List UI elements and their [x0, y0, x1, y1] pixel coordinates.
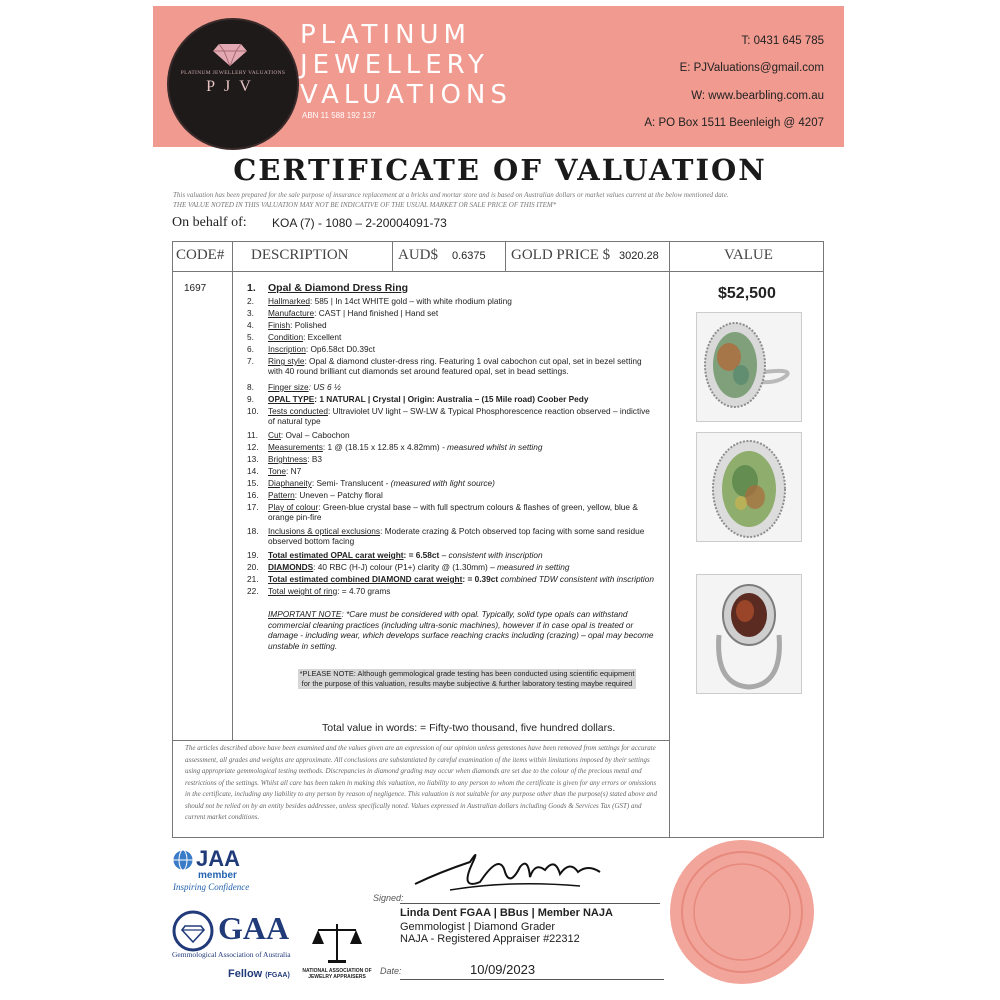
- row-content: [268, 550, 658, 560]
- row-text: : Excellent: [303, 332, 342, 342]
- row-label: Inclusions & optical exclusions: [268, 526, 381, 536]
- date-label: Date:: [380, 966, 402, 976]
- fine-print: The articles described above have been examined and the values given are an expression of our opinion unless gemstones have been removed from settings for accurate assessment, all grades and weights are approximate. All conclusions are substantiated by careful examination of the items within limitations imposed by their settings using appropriate gemmological testing methods. Discrepancies in diamond grading may occur when diamonds are set due to the colour of the precious metal and restrictions of the settings. Whilst all care has been taken in making this valuation, no liability to any person to whom the certificate is given for any errors or omissions in the certificate, including any liability to any person by reason of negligence. This valuation is not suitable for any purpose other than the purpose(s) stated above and should not be relied on by an entity besides addressee, unless specifically noted. Values expressed in Australian dollars including Goods & Services Tax (GST) and current market conditions.: [185, 744, 657, 821]
- important-note-text: : *Care must be considered with opal. Typically, solid type opals can withstand commercial cleaning practices (including ultra-sonic machines), however if in case opal is treated or damage - including wear, which develops surface reaching cracks including (crazing) – opal may become unstable in setting.: [268, 609, 654, 651]
- item-number: 1.: [247, 282, 256, 294]
- aud-value: 0.6375: [452, 250, 486, 262]
- gaa-fellow-label: Fellow: [228, 968, 263, 980]
- row-number: 2.: [247, 296, 254, 306]
- row-label: OPAL TYPE: [268, 394, 315, 404]
- row-label: Total weight of ring: [268, 586, 338, 596]
- row-content: [268, 430, 658, 440]
- behalf-label: On behalf of:: [172, 215, 247, 230]
- disclaimer-line-1: This valuation has been prepared for the sale purpose of insurance replacement at a bricks and mortar store and is based on Australian dollars or market values current at the below mentioned date.: [173, 191, 729, 199]
- header-divider: [172, 271, 824, 272]
- row-number: 8.: [247, 382, 254, 392]
- ring-photo-back: [696, 574, 802, 694]
- ring-photo-side: [696, 312, 802, 422]
- ring-back-image: [697, 575, 801, 693]
- body-divider: [172, 740, 670, 741]
- row-number: 3.: [247, 308, 254, 318]
- row-number: 5.: [247, 332, 254, 342]
- description-header: DESCRIPTION: [251, 247, 349, 263]
- gold-value: 3020.28: [619, 250, 659, 262]
- row-content: [268, 562, 658, 572]
- row-number: 13.: [247, 454, 259, 464]
- row-number: 9.: [247, 394, 254, 404]
- row-label: Inscription: [268, 344, 306, 354]
- row-label: Diaphaneity: [268, 478, 312, 488]
- gaa-emblem-icon: [172, 910, 214, 952]
- row-content: [268, 490, 658, 500]
- row-text: : Uneven – Patchy floral: [294, 490, 383, 500]
- row-number: 20.: [247, 562, 259, 572]
- signer-title-2: NAJA - Registered Appraiser #22312: [400, 933, 580, 945]
- gaa-logo-text: GAA: [218, 910, 290, 946]
- value-amount: $52,500: [718, 285, 776, 302]
- row-text: : 1 @ (18.15 x 12.85 x 4.82mm): [322, 442, 440, 452]
- row-number: 21.: [247, 574, 259, 584]
- row-text: : 1 NATURAL | Crystal | Origin: Australia – (15 Mile road) Coober Pedy: [314, 394, 589, 404]
- gaa-fellow: [228, 968, 290, 980]
- row-note: – measured in setting: [487, 562, 570, 572]
- signer-title-1: Gemmologist | Diamond Grader: [400, 921, 556, 933]
- logo-initials: PJV: [206, 78, 260, 95]
- important-note: [268, 609, 658, 651]
- row-number: 14.: [247, 466, 259, 476]
- row-label: Hallmarked: [268, 296, 310, 306]
- row-text: : Opal & diamond cluster-dress ring. Featuring 1 oval cabochon cut opal, set in bezel setting with 40 round brilliant cut diamonds set around featured opal, set in bead settings.: [268, 356, 642, 376]
- row-content: [268, 442, 658, 452]
- diamond-icon: [213, 44, 247, 66]
- row-note: (measured with light source): [388, 478, 495, 488]
- row-text: : 40 RBC (H-J) colour (P1+) clarity @ (1.30mm): [313, 562, 488, 572]
- row-number: 10.: [247, 406, 259, 416]
- item-code: 1697: [184, 283, 207, 294]
- contact-phone: T: 0431 645 785: [741, 35, 824, 47]
- row-label: Total estimated combined DIAMOND carat weight: [268, 574, 463, 584]
- signature-line: [400, 903, 660, 904]
- row-number: 19.: [247, 550, 259, 560]
- contact-address: A: PO Box 1511 Beenleigh @ 4207: [644, 117, 824, 129]
- total-value-words: Total value in words: = Fifty-two thousand, five hundred dollars.: [322, 722, 616, 734]
- contact-email: E: PJValuations@gmail.com: [679, 62, 824, 74]
- row-number: 6.: [247, 344, 254, 354]
- row-text: : = 4.70 grams: [337, 586, 391, 596]
- row-text: : Polished: [290, 320, 327, 330]
- signature-image: [410, 842, 610, 898]
- row-label: Finger size: [268, 382, 309, 392]
- row-content: [268, 356, 658, 376]
- certification-seal: [668, 838, 816, 986]
- aud-header: AUD$: [398, 247, 438, 263]
- date-line: [400, 979, 664, 980]
- row-note: – consistent with inscription: [439, 550, 543, 560]
- aud-divider: [392, 241, 393, 272]
- naja-line-2: JEWELRY APPRAISERS: [308, 974, 366, 980]
- row-content: [268, 394, 658, 404]
- row-number: 11.: [247, 430, 258, 440]
- row-content: [268, 574, 658, 584]
- row-number: 16.: [247, 490, 259, 500]
- row-label: Condition: [268, 332, 304, 342]
- row-label: Ring style: [268, 356, 305, 366]
- row-text: : B3: [307, 454, 322, 464]
- jaa-logo-text: JAA: [196, 846, 241, 871]
- row-number: 22.: [247, 586, 259, 596]
- code-column-divider: [232, 241, 233, 741]
- row-content: [268, 526, 658, 546]
- row-label: DIAMONDS: [268, 562, 314, 572]
- disclaimer-line-2: THE VALUE NOTED IN THIS VALUATION MAY NOT BE INDICATIVE OF THE USUAL MARKET OR SALE PRICE OF THIS ITEM*: [173, 201, 557, 209]
- value-header: VALUE: [724, 247, 773, 263]
- logo-ring-text: PLATINUM JEWELLERY VALUATIONS: [180, 70, 286, 76]
- row-content: [268, 296, 658, 306]
- value-column-divider: [669, 241, 670, 838]
- row-content: [268, 344, 658, 354]
- naja-line-1: NATIONAL ASSOCIATION OF: [302, 968, 372, 974]
- brand-line-3: VALUATIONS: [300, 80, 512, 110]
- row-content: [268, 320, 658, 330]
- behalf-value: KOA (7) - 1080 – 2-20004091-73: [272, 216, 447, 230]
- row-text: : = 0.39ct: [462, 574, 499, 584]
- row-content: [268, 308, 658, 318]
- naja-text: [300, 968, 374, 980]
- important-note-label: IMPORTANT NOTE: [268, 609, 342, 619]
- row-note: - measured whilst in setting: [439, 442, 543, 452]
- row-label: Play of colour: [268, 502, 319, 512]
- ring-side-image: [697, 313, 801, 421]
- abn-number: ABN 11 588 192 137: [302, 111, 376, 120]
- row-label: Measurements: [268, 442, 323, 452]
- contact-website: W: www.bearbling.com.au: [691, 90, 824, 102]
- row-label: Manufacture: [268, 308, 315, 318]
- row-label: Cut: [268, 430, 281, 440]
- item-title: Opal & Diamond Dress Ring: [268, 282, 409, 294]
- row-text: : N7: [286, 466, 302, 476]
- please-note: *PLEASE NOTE: Although gemmological grade testing has been conducted using scientific equipment for the purpose of this valuation, results maybe subjective & further laboratory testing maybe required: [299, 669, 635, 688]
- row-text: : Oval – Cabochon: [280, 430, 350, 440]
- row-note: combined TDW consistent with inscription: [498, 574, 654, 584]
- brand-line-2: JEWELLERY: [300, 50, 489, 80]
- row-content: [268, 478, 658, 488]
- row-content: [268, 406, 658, 426]
- row-content: [268, 332, 658, 342]
- row-label: Total estimated OPAL carat weight: [268, 550, 404, 560]
- brand-name: [300, 20, 512, 110]
- row-text: : US 6 ½: [308, 382, 341, 392]
- row-label: Pattern: [268, 490, 295, 500]
- ring-top-image: [697, 433, 801, 549]
- row-number: 12.: [247, 442, 259, 452]
- row-label: Brightness: [268, 454, 308, 464]
- signer-name: Linda Dent FGAA | BBus | Member NAJA: [400, 907, 613, 919]
- row-number: 7.: [247, 356, 254, 366]
- row-text: : 585 | In 14ct WHITE gold – with white rhodium plating: [309, 296, 512, 306]
- row-number: 4.: [247, 320, 254, 330]
- gaa-full-name: Gemmological Association of Australia: [172, 950, 291, 959]
- date-value: 10/09/2023: [470, 962, 536, 977]
- row-text: : Op6.58ct D0.39ct: [305, 344, 376, 354]
- row-text: : Ultraviolet UV light – SW-LW & Typical Phosphorescence reaction observed – indictive of natural type: [268, 406, 650, 426]
- gold-header: GOLD PRICE $: [511, 247, 611, 263]
- gaa-fellow-abbr: (FGAA): [265, 972, 290, 979]
- row-label: Tests conducted: [268, 406, 328, 416]
- jaa-member: member: [198, 870, 237, 881]
- row-text: : Semi- Translucent -: [311, 478, 389, 488]
- scales-icon: [310, 920, 364, 966]
- row-number: 17.: [247, 502, 259, 512]
- certificate-title: CERTIFICATE OF VALUATION: [233, 153, 767, 187]
- row-content: [268, 382, 658, 392]
- row-content: [268, 502, 658, 522]
- row-content: [268, 466, 658, 476]
- ring-photo-top: [696, 432, 802, 542]
- row-number: 18.: [247, 526, 259, 536]
- row-text: : CAST | Hand finished | Hand set: [314, 308, 439, 318]
- row-text: : Moderate crazing & Potch observed top facing with some sand residue observed bottom facing: [268, 526, 645, 546]
- signed-label: Signed:: [373, 893, 404, 903]
- row-text: : Green-blue crystal base – with full spectrum colours & flashes of green, yellow, blue & orange pin-fire: [268, 502, 638, 522]
- row-text: : = 6.58ct: [403, 550, 440, 560]
- code-header: CODE#: [176, 247, 225, 263]
- row-label: Tone: [268, 466, 286, 476]
- brand-line-1: PLATINUM: [300, 20, 471, 50]
- row-content: [268, 586, 658, 596]
- row-number: 15.: [247, 478, 259, 488]
- jaa-globe-icon: [172, 849, 194, 871]
- jaa-tagline: Inspiring Confidence: [173, 882, 250, 892]
- row-label: Finish: [268, 320, 291, 330]
- gold-divider: [505, 241, 506, 272]
- row-content: [268, 454, 658, 464]
